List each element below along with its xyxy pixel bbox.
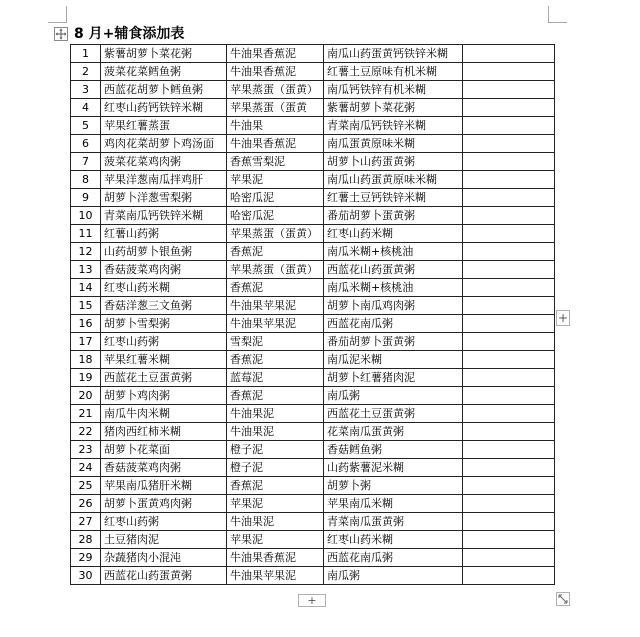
row-number-cell[interactable]: 16 xyxy=(71,315,101,333)
meal-cell-3[interactable]: 红薯土豆钙铁锌米糊 xyxy=(324,189,463,207)
meal-cell-3[interactable]: 山药紫薯泥米糊 xyxy=(324,459,463,477)
meal-cell-1[interactable]: 西蓝花胡萝卜鳕鱼粥 xyxy=(101,81,227,99)
empty-cell[interactable] xyxy=(463,441,555,459)
table-row xyxy=(71,207,555,225)
meal-cell-2[interactable]: 香蕉泥 xyxy=(227,387,324,405)
meal-cell-2[interactable]: 雪梨泥 xyxy=(227,333,324,351)
table-row xyxy=(71,99,555,117)
table-row xyxy=(71,153,555,171)
empty-cell[interactable] xyxy=(463,423,555,441)
meal-cell-1[interactable]: 西蓝花山药蛋黄粥 xyxy=(101,567,227,585)
empty-cell[interactable] xyxy=(463,261,555,279)
meal-cell-3[interactable]: 西蓝花土豆蛋黄粥 xyxy=(324,405,463,423)
empty-cell[interactable] xyxy=(463,171,555,189)
row-number-cell[interactable]: 3 xyxy=(71,81,101,99)
meal-cell-2[interactable]: 牛油果 xyxy=(227,117,324,135)
meal-cell-1[interactable]: 山药胡萝卜银鱼粥 xyxy=(101,243,227,261)
meal-cell-1[interactable]: 胡萝卜花菜面 xyxy=(101,441,227,459)
meal-cell-1[interactable]: 苹果红薯蒸蛋 xyxy=(101,117,227,135)
table-row xyxy=(71,549,555,567)
row-number-cell[interactable]: 27 xyxy=(71,513,101,531)
meal-cell-1[interactable]: 胡萝卜蛋黄鸡肉粥 xyxy=(101,495,227,513)
table-row xyxy=(71,81,555,99)
meal-cell-3[interactable]: 胡萝卜山药蛋黄粥 xyxy=(324,153,463,171)
table-row xyxy=(71,225,555,243)
meal-cell-2[interactable]: 牛油果苹果泥 xyxy=(227,315,324,333)
meal-cell-2[interactable]: 牛油果香蕉泥 xyxy=(227,135,324,153)
meal-cell-3[interactable]: 香菇鳕鱼粥 xyxy=(324,441,463,459)
page-corner-mark-left xyxy=(48,6,67,23)
meal-cell-1[interactable]: 胡萝卜雪梨粥 xyxy=(101,315,227,333)
move-arrows-icon xyxy=(55,28,67,40)
meal-cell-2[interactable]: 苹果泥 xyxy=(227,531,324,549)
meal-cell-3[interactable]: 南瓜米糊+核桃油 xyxy=(324,243,463,261)
meal-cell-2[interactable]: 香蕉泥 xyxy=(227,243,324,261)
empty-cell[interactable] xyxy=(463,369,555,387)
table-row xyxy=(71,567,555,585)
table-row xyxy=(71,315,555,333)
table-row xyxy=(71,513,555,531)
meal-cell-1[interactable]: 苹果南瓜猪肝米糊 xyxy=(101,477,227,495)
empty-cell[interactable] xyxy=(463,405,555,423)
row-number-cell[interactable]: 25 xyxy=(71,477,101,495)
meal-cell-2[interactable]: 香蕉雪梨泥 xyxy=(227,153,324,171)
meal-cell-2[interactable]: 香蕉泥 xyxy=(227,279,324,297)
meal-cell-1[interactable]: 胡萝卜鸡肉粥 xyxy=(101,387,227,405)
meal-cell-3[interactable]: 紫薯胡萝卜菜花粥 xyxy=(324,99,463,117)
meal-cell-3[interactable]: 南瓜蛋黄原味米糊 xyxy=(324,135,463,153)
row-number-cell[interactable]: 6 xyxy=(71,135,101,153)
meal-cell-1[interactable]: 苹果红薯米糊 xyxy=(101,351,227,369)
meal-cell-3[interactable]: 南瓜山药蛋黄钙铁锌米糊 xyxy=(324,45,463,63)
row-number-cell[interactable]: 4 xyxy=(71,99,101,117)
table-row xyxy=(71,369,555,387)
row-number-cell[interactable]: 13 xyxy=(71,261,101,279)
meal-cell-3[interactable]: 番茄胡萝卜蛋黄粥 xyxy=(324,207,463,225)
empty-cell[interactable] xyxy=(463,225,555,243)
meal-cell-3[interactable]: 番茄胡萝卜蛋黄粥 xyxy=(324,333,463,351)
meal-cell-2[interactable]: 苹果泥 xyxy=(227,495,324,513)
empty-cell[interactable] xyxy=(463,45,555,63)
meal-cell-2[interactable]: 苹果蒸蛋（蛋黄） xyxy=(227,261,324,279)
table-row xyxy=(71,441,555,459)
meal-cell-1[interactable]: 西蓝花土豆蛋黄粥 xyxy=(101,369,227,387)
meal-cell-1[interactable]: 鸡肉花菜胡萝卜鸡汤面 xyxy=(101,135,227,153)
meal-cell-3[interactable]: 胡萝卜南瓜鸡肉粥 xyxy=(324,297,463,315)
row-number-cell[interactable]: 30 xyxy=(71,567,101,585)
table-row xyxy=(71,297,555,315)
table-row xyxy=(71,531,555,549)
meal-cell-2[interactable]: 苹果蒸蛋（蛋黄） xyxy=(227,81,324,99)
page-corner-mark-right xyxy=(548,6,567,23)
row-number-cell[interactable]: 21 xyxy=(71,405,101,423)
table-row xyxy=(71,495,555,513)
empty-cell[interactable] xyxy=(463,315,555,333)
table-row xyxy=(71,135,555,153)
meal-cell-2[interactable]: 牛油果苹果泥 xyxy=(227,567,324,585)
empty-cell[interactable] xyxy=(463,477,555,495)
meal-cell-3[interactable]: 南瓜山药蛋黄原味米糊 xyxy=(324,171,463,189)
row-number-cell[interactable]: 14 xyxy=(71,279,101,297)
diagonal-resize-icon xyxy=(557,593,569,605)
empty-cell[interactable] xyxy=(463,243,555,261)
meal-cell-1[interactable]: 杂蔬猪肉小混沌 xyxy=(101,549,227,567)
row-number-cell[interactable]: 20 xyxy=(71,387,101,405)
row-number-cell[interactable]: 17 xyxy=(71,333,101,351)
meal-cell-3[interactable]: 红枣山药米糊 xyxy=(324,531,463,549)
empty-cell[interactable] xyxy=(463,117,555,135)
row-number-cell[interactable]: 29 xyxy=(71,549,101,567)
empty-cell[interactable] xyxy=(463,513,555,531)
table-row xyxy=(71,423,555,441)
empty-cell[interactable] xyxy=(463,333,555,351)
meal-cell-1[interactable]: 红枣山药粥 xyxy=(101,513,227,531)
meal-cell-2[interactable]: 哈密瓜泥 xyxy=(227,189,324,207)
meal-cell-3[interactable]: 南瓜钙铁锌有机米糊 xyxy=(324,81,463,99)
meal-cell-2[interactable]: 牛油果泥 xyxy=(227,405,324,423)
meal-cell-3[interactable]: 红枣山药米糊 xyxy=(324,225,463,243)
meal-cell-3[interactable]: 胡萝卜粥 xyxy=(324,477,463,495)
meal-cell-3[interactable]: 花菜南瓜蛋黄粥 xyxy=(324,423,463,441)
meal-cell-2[interactable]: 牛油果香蕉泥 xyxy=(227,63,324,81)
meal-cell-1[interactable]: 红枣山药钙铁锌米糊 xyxy=(101,99,227,117)
meal-cell-3[interactable]: 红薯土豆原味有机米糊 xyxy=(324,63,463,81)
empty-cell[interactable] xyxy=(463,279,555,297)
meal-cell-1[interactable]: 菠菜花菜鳕鱼粥 xyxy=(101,63,227,81)
meal-cell-2[interactable]: 橙子泥 xyxy=(227,459,324,477)
meal-cell-3[interactable]: 西蓝花山药蛋黄粥 xyxy=(324,261,463,279)
row-number-cell[interactable]: 24 xyxy=(71,459,101,477)
meal-cell-2[interactable]: 香蕉泥 xyxy=(227,477,324,495)
table-resize-handle[interactable] xyxy=(556,592,570,606)
meal-cell-2[interactable]: 苹果蒸蛋（蛋黄） xyxy=(227,225,324,243)
table-row xyxy=(71,477,555,495)
table-row xyxy=(71,387,555,405)
document-title: 8 月+辅食添加表 xyxy=(74,26,185,42)
meal-cell-3[interactable]: 青菜南瓜钙铁锌米糊 xyxy=(324,117,463,135)
table-row xyxy=(71,189,555,207)
meal-cell-1[interactable]: 南瓜牛肉米糊 xyxy=(101,405,227,423)
meal-cell-1[interactable]: 香菇洋葱三文鱼粥 xyxy=(101,297,227,315)
empty-cell[interactable] xyxy=(463,99,555,117)
row-number-cell[interactable]: 5 xyxy=(71,117,101,135)
table-row xyxy=(71,459,555,477)
meal-cell-1[interactable]: 猪肉西红柿米糊 xyxy=(101,423,227,441)
meal-cell-1[interactable]: 苹果洋葱南瓜拌鸡肝 xyxy=(101,171,227,189)
empty-cell[interactable] xyxy=(463,135,555,153)
empty-cell[interactable] xyxy=(463,189,555,207)
meal-cell-3[interactable]: 南瓜粥 xyxy=(324,567,463,585)
meal-cell-3[interactable]: 胡萝卜红薯猪肉泥 xyxy=(324,369,463,387)
meal-cell-1[interactable]: 菠菜花菜鸡肉粥 xyxy=(101,153,227,171)
row-number-cell[interactable]: 1 xyxy=(71,45,101,63)
table-row xyxy=(71,63,555,81)
meal-cell-1[interactable]: 红枣山药粥 xyxy=(101,333,227,351)
meal-cell-2[interactable]: 牛油果苹果泥 xyxy=(227,297,324,315)
empty-cell[interactable] xyxy=(463,495,555,513)
meal-cell-1[interactable]: 紫薯胡萝卜菜花粥 xyxy=(101,45,227,63)
meal-cell-2[interactable]: 苹果泥 xyxy=(227,171,324,189)
meal-cell-1[interactable]: 香菇菠菜鸡肉粥 xyxy=(101,459,227,477)
empty-cell[interactable] xyxy=(463,351,555,369)
meal-cell-2[interactable]: 蓝莓泥 xyxy=(227,369,324,387)
meal-cell-2[interactable]: 橙子泥 xyxy=(227,441,324,459)
row-number-cell[interactable]: 28 xyxy=(71,531,101,549)
meal-cell-1[interactable]: 香菇菠菜鸡肉粥 xyxy=(101,261,227,279)
table-row xyxy=(71,45,555,63)
meal-cell-1[interactable]: 青菜南瓜钙铁锌米糊 xyxy=(101,207,227,225)
table-row xyxy=(71,243,555,261)
add-column-button[interactable]: + xyxy=(557,311,569,325)
table-row xyxy=(71,261,555,279)
empty-cell[interactable] xyxy=(463,63,555,81)
table-row xyxy=(71,117,555,135)
empty-cell[interactable] xyxy=(463,531,555,549)
meal-cell-1[interactable]: 土豆猪肉泥 xyxy=(101,531,227,549)
meal-cell-3[interactable]: 南瓜粥 xyxy=(324,387,463,405)
empty-cell[interactable] xyxy=(463,207,555,225)
row-number-cell[interactable]: 7 xyxy=(71,153,101,171)
row-number-cell[interactable]: 9 xyxy=(71,189,101,207)
empty-cell[interactable] xyxy=(463,153,555,171)
row-number-cell[interactable]: 23 xyxy=(71,441,101,459)
row-number-cell[interactable]: 10 xyxy=(71,207,101,225)
row-number-cell[interactable]: 2 xyxy=(71,63,101,81)
meal-cell-3[interactable]: 苹果南瓜米糊 xyxy=(324,495,463,513)
meal-cell-2[interactable]: 牛油果泥 xyxy=(227,513,324,531)
meal-cell-2[interactable]: 牛油果香蕉泥 xyxy=(227,549,324,567)
meal-cell-1[interactable]: 胡萝卜洋葱雪梨粥 xyxy=(101,189,227,207)
meal-cell-2[interactable]: 牛油果泥 xyxy=(227,423,324,441)
meal-cell-3[interactable]: 南瓜泥米糊 xyxy=(324,351,463,369)
row-number-cell[interactable]: 22 xyxy=(71,423,101,441)
table-row xyxy=(71,171,555,189)
row-number-cell[interactable]: 19 xyxy=(71,369,101,387)
meal-cell-2[interactable]: 苹果蒸蛋（蛋黄 xyxy=(227,99,324,117)
empty-cell[interactable] xyxy=(463,297,555,315)
empty-cell[interactable] xyxy=(463,567,555,585)
meal-plan-table xyxy=(70,44,555,585)
empty-cell[interactable] xyxy=(463,459,555,477)
meal-cell-2[interactable]: 哈密瓜泥 xyxy=(227,207,324,225)
meal-cell-1[interactable]: 红枣山药米糊 xyxy=(101,279,227,297)
row-number-cell[interactable]: 15 xyxy=(71,297,101,315)
meal-cell-3[interactable]: 西蓝花南瓜粥 xyxy=(324,549,463,567)
meal-cell-2[interactable]: 香蕉泥 xyxy=(227,351,324,369)
row-number-cell[interactable]: 8 xyxy=(71,171,101,189)
meal-cell-3[interactable]: 西蓝花南瓜粥 xyxy=(324,315,463,333)
row-number-cell[interactable]: 18 xyxy=(71,351,101,369)
meal-cell-2[interactable]: 牛油果香蕉泥 xyxy=(227,45,324,63)
empty-cell[interactable] xyxy=(463,549,555,567)
row-number-cell[interactable]: 11 xyxy=(71,225,101,243)
row-number-cell[interactable]: 26 xyxy=(71,495,101,513)
table-row xyxy=(71,351,555,369)
empty-cell[interactable] xyxy=(463,387,555,405)
table-row xyxy=(71,405,555,423)
add-row-button[interactable]: + xyxy=(298,594,326,607)
row-number-cell[interactable]: 12 xyxy=(71,243,101,261)
empty-cell[interactable] xyxy=(463,81,555,99)
table-row xyxy=(71,279,555,297)
table-row xyxy=(71,333,555,351)
meal-cell-3[interactable]: 青菜南瓜蛋黄粥 xyxy=(324,513,463,531)
table-move-handle[interactable] xyxy=(54,27,68,41)
meal-cell-1[interactable]: 红薯山药粥 xyxy=(101,225,227,243)
meal-cell-3[interactable]: 南瓜米糊+核桃油 xyxy=(324,279,463,297)
